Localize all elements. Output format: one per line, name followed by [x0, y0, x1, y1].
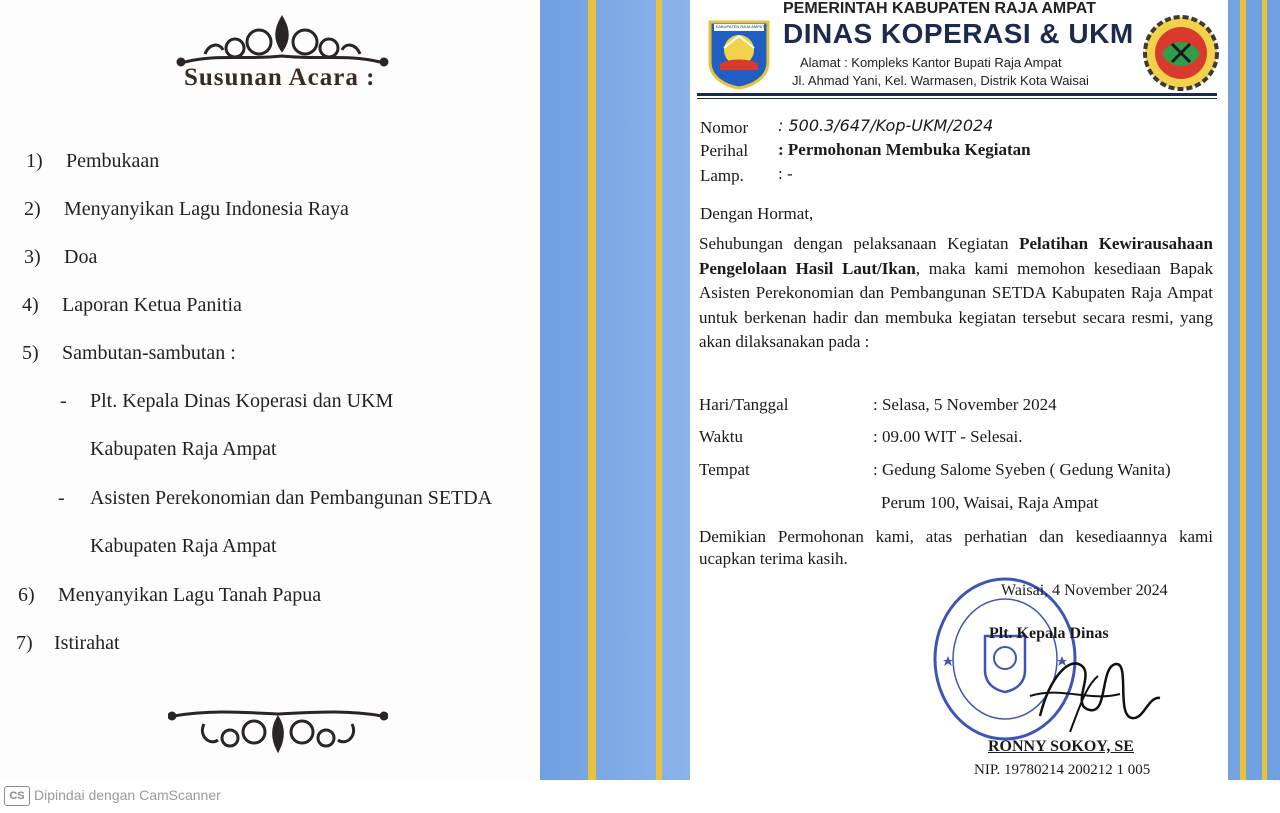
- schedule-place-value: : Gedung Salome Syeben ( Gedung Wanita): [873, 460, 1171, 479]
- agenda-item: [22, 294, 242, 317]
- agenda-item: [26, 150, 159, 173]
- regency-logo-caption: KABUPATEN RAJA AMPAT: [715, 24, 765, 29]
- agenda-sub-text: Asisten Perekonomian dan Pembangunan SETDA: [90, 487, 493, 509]
- agenda-item: [18, 584, 321, 607]
- agenda-item-text: Laporan Ketua Panitia: [62, 294, 242, 316]
- letter-body-request: , maka kami memohon kesediaan Bapak Asisten Perekonomian dan Pembangunan SETDA Kabupaten Raja Ampat untuk berkenan hadir dan membuka kegiatan tersebut secara resmi, yang akan dilaksanakan pada :: [699, 258, 1213, 352]
- agenda-sub-text: Plt. Kepala Dinas Koperasi dan UKM: [90, 390, 394, 412]
- top-ornament-icon: [175, 14, 390, 70]
- letter-body-intro: Sehubungan dengan pelaksanaan Kegiatan: [699, 234, 1020, 253]
- agenda-item: [24, 246, 97, 269]
- letterhead-rule: [697, 93, 1217, 96]
- agenda-item-number: 7): [16, 632, 33, 654]
- agenda-item-number: 6): [18, 584, 35, 606]
- letterhead-office: DINAS KOPERASI & UKM: [783, 18, 1134, 49]
- schedule-place-label: Tempat: [699, 460, 750, 479]
- salutation: Dengan Hormat,: [700, 204, 814, 223]
- schedule-place-line2: Perum 100, Waisai, Raja Ampat: [881, 493, 1099, 512]
- agenda-item: [16, 632, 120, 655]
- frame-gold-stripe: [1262, 0, 1267, 780]
- schedule-time-value: : 09.00 WIT - Selesai.: [873, 427, 1023, 446]
- signing-date: Waisai, 4 November 2024: [1001, 582, 1168, 599]
- nomor-value: : 500.3/647/Kop-UKM/2024: [778, 116, 994, 135]
- schedule-date-label: Hari/Tanggal: [699, 395, 789, 414]
- agenda-sub-item-cont: Kabupaten Raja Ampat: [90, 438, 277, 460]
- signer-position: Plt. Kepala Dinas: [989, 625, 1109, 642]
- lamp-label: Lamp.: [700, 166, 744, 185]
- agenda-item-number: 5): [22, 342, 39, 364]
- cooperative-logo-icon: [1142, 14, 1220, 92]
- schedule-date-value: : Selasa, 5 November 2024: [873, 395, 1057, 414]
- agenda-item: [24, 198, 349, 221]
- agenda-page: [0, 0, 560, 780]
- signer-nip: NIP. 19780214 200212 1 005: [974, 762, 1151, 778]
- agenda-item-text: Menyanyikan Lagu Tanah Papua: [58, 584, 322, 606]
- agenda-item-number: 3): [24, 246, 41, 268]
- letterhead-rule-thin: [697, 98, 1217, 99]
- perihal-value: : Permohonan Membuka Kegiatan: [778, 140, 1031, 159]
- perihal-label: Perihal: [700, 141, 749, 160]
- agenda-item-number: 1): [26, 150, 43, 172]
- agenda-sub-dash: -: [58, 487, 65, 509]
- frame-gold-stripe: [588, 0, 596, 780]
- agenda-item-text: Doa: [64, 246, 98, 268]
- letter-body: [699, 232, 1213, 355]
- agenda-item-text: Menyanyikan Lagu Indonesia Raya: [64, 198, 349, 220]
- agenda-item-number: 2): [24, 198, 41, 220]
- letterhead-street: Jl. Ahmad Yani, Kel. Warmasen, Distrik Kota Waisai: [792, 73, 1089, 88]
- signer-name: RONNY SOKOY, SE: [988, 738, 1134, 755]
- camscanner-watermark: Dipindai dengan CamScanner: [34, 787, 221, 803]
- agenda-title: Susunan Acara :: [184, 64, 376, 91]
- agenda-item-number: 4): [22, 294, 39, 316]
- agenda-sub-dash: -: [60, 390, 67, 412]
- agenda-item: [22, 342, 236, 365]
- camscanner-logo-icon: CS: [4, 786, 30, 806]
- agenda-item-text: Istirahat: [54, 632, 120, 654]
- letterhead-government: PEMERINTAH KABUPATEN RAJA AMPAT: [783, 0, 1096, 17]
- event-name: Pelatihan Kewirausahaan Pengelolaan Hasil Laut/Ikan: [699, 234, 1214, 278]
- nomor-label: Nomor: [700, 118, 749, 137]
- lamp-value: : -: [778, 164, 793, 183]
- agenda-sub-item: [60, 390, 393, 413]
- signature-icon: [1020, 636, 1170, 746]
- letterhead-address: Alamat : Kompleks Kantor Bupati Raja Ampat: [800, 55, 1062, 70]
- bottom-ornament-icon: [168, 702, 388, 758]
- frame-gold-stripe: [1240, 0, 1246, 780]
- agenda-item-text: Sambutan-sambutan :: [62, 342, 236, 364]
- closing-paragraph: Demikian Permohonan kami, atas perhatian dan kesediaannya kami ucapkan terima kasih.: [699, 527, 1213, 568]
- frame-gold-stripe: [656, 0, 662, 780]
- agenda-item-text: Pembukaan: [66, 150, 160, 172]
- agenda-sub-item: [58, 487, 492, 510]
- schedule-time-label: Waktu: [699, 427, 743, 446]
- agenda-sub-item-cont: Kabupaten Raja Ampat: [90, 535, 277, 557]
